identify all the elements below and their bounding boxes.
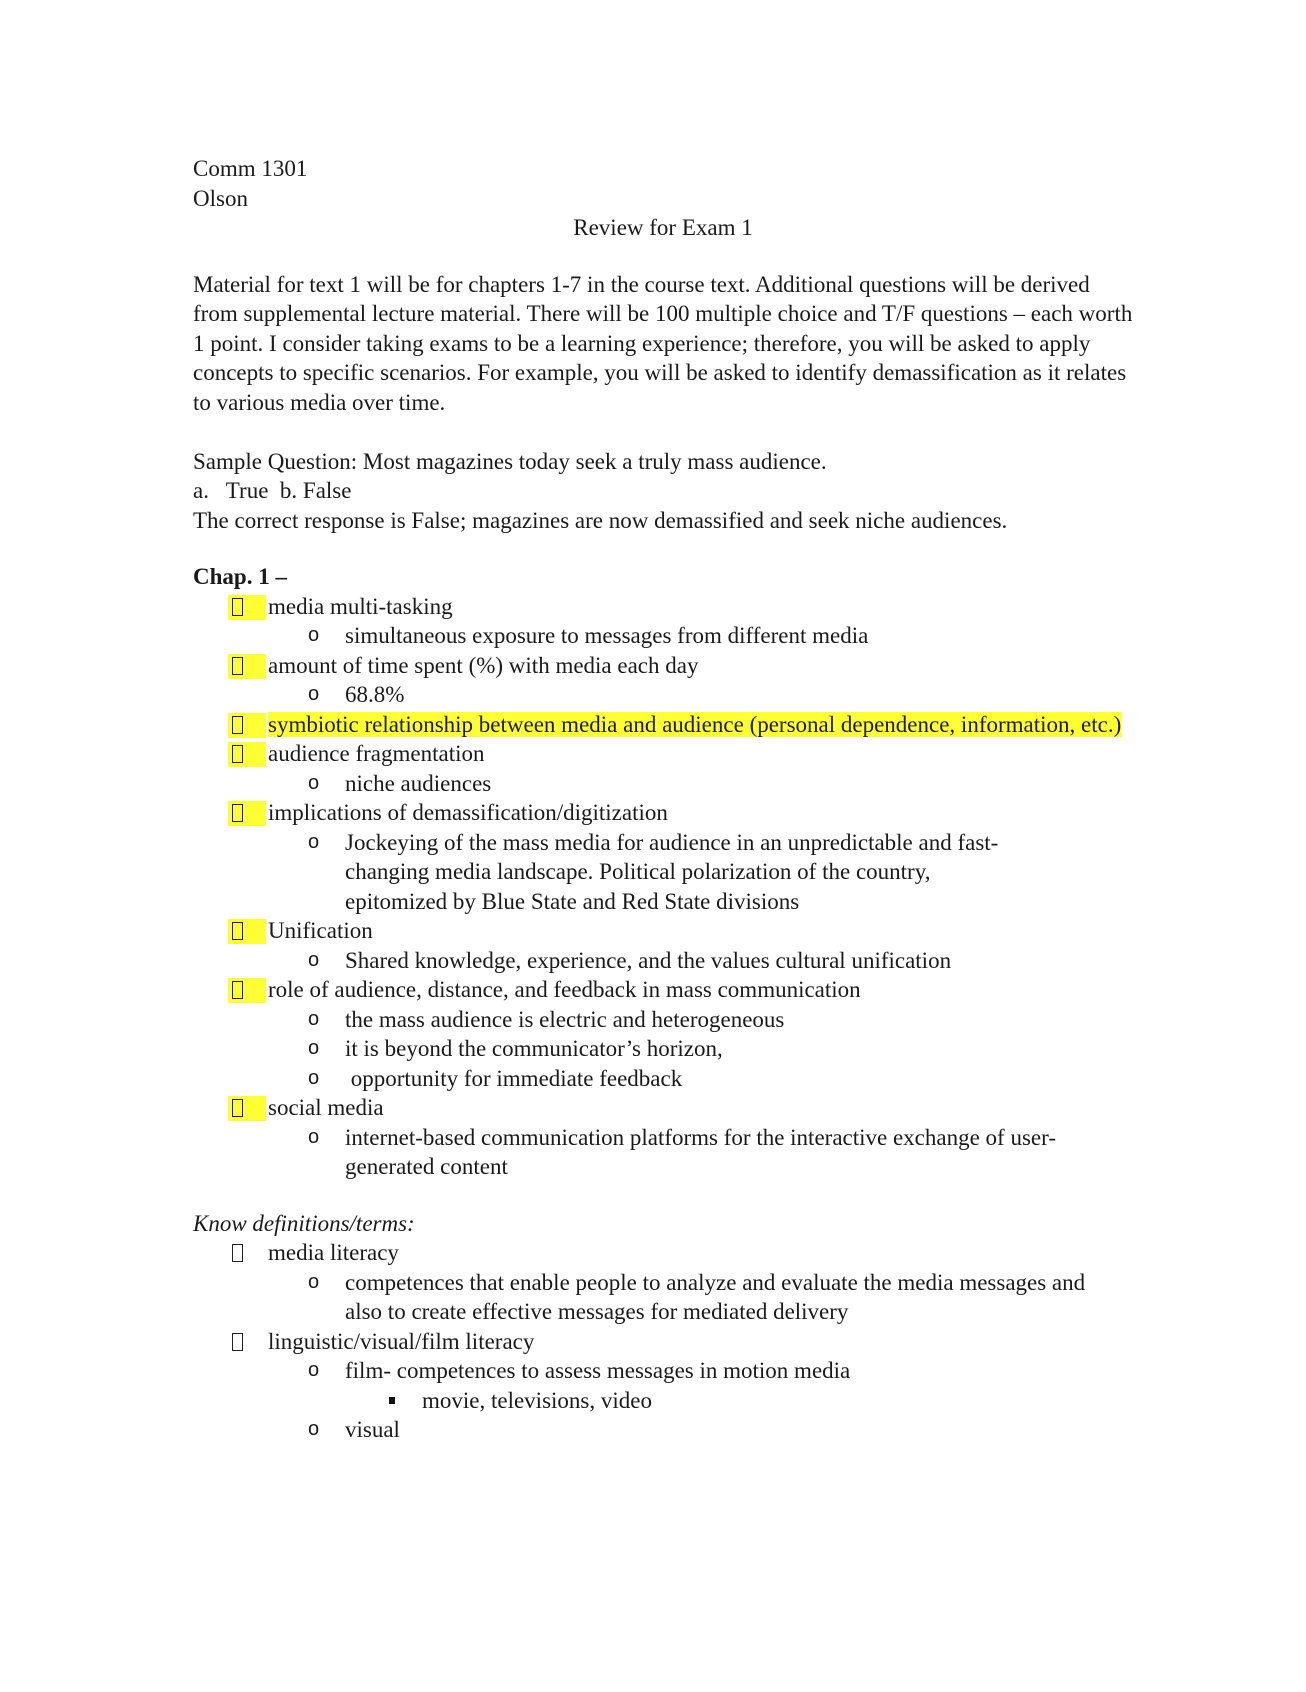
list-item	[268, 592, 1133, 651]
terms-heading: Know definitions/terms:	[193, 1210, 415, 1236]
list-item	[268, 1238, 1133, 1327]
checkbox-bullet-icon	[228, 801, 266, 826]
item-label-highlighted: symbiotic relationship between media and audience (personal dependence, information, etc.)	[268, 711, 1122, 737]
sub-item: o competences that enable people to analyze and evaluate the media messages and also to create effective messages for mediated delivery	[308, 1269, 1086, 1324]
list-item	[268, 739, 1133, 798]
checkbox-bullet-icon	[228, 978, 266, 1003]
checkbox-bullet-icon	[228, 654, 266, 679]
list-item	[268, 916, 1133, 975]
circle-bullet-icon: o	[308, 948, 320, 971]
circle-bullet-icon: o	[308, 683, 320, 705]
list-item	[268, 975, 1133, 1093]
item-label: social media	[268, 1095, 384, 1120]
list-item	[268, 798, 1133, 916]
sub-item: o simultaneous exposure to messages from different media	[345, 621, 1133, 651]
chapter-1-list	[193, 592, 1133, 1182]
checkbox-bullet-icon	[228, 919, 266, 944]
list-item	[268, 710, 1133, 740]
checkbox-bullet-icon	[228, 1241, 266, 1266]
circle-bullet-icon: o	[308, 1125, 320, 1148]
circle-bullet-icon: o	[308, 1418, 320, 1440]
sub-item: o 68.8%	[345, 680, 1133, 710]
document-body	[193, 154, 1133, 1445]
page-title: Review for Exam 1	[573, 215, 753, 240]
instructor-name: Olson	[193, 185, 248, 211]
list-item	[268, 651, 1133, 710]
circle-bullet-icon: o	[308, 771, 320, 794]
item-label: Unification	[268, 918, 373, 943]
item-label: amount of time spent (%) with media each day	[268, 652, 699, 678]
sub-item: o the mass audience is electric and heterogeneous	[345, 1005, 1133, 1035]
circle-bullet-icon: o	[308, 1270, 320, 1293]
circle-bullet-icon: o	[308, 1037, 320, 1059]
sub-item: o internet-based communication platforms for the interactive exchange of user-generated content	[308, 1124, 1056, 1179]
sub-item: o niche audiences	[345, 769, 1133, 799]
checkbox-bullet-icon	[228, 713, 266, 738]
sub-item: o visual	[345, 1415, 1133, 1445]
list-item	[268, 1327, 1133, 1445]
circle-bullet-icon: o	[308, 624, 320, 646]
checkbox-bullet-icon	[228, 595, 266, 620]
sub-item: o film- competences to assess messages in motion media movie, televisions, video	[345, 1356, 1133, 1415]
course-name: Comm 1301	[193, 156, 308, 181]
item-label: audience fragmentation	[268, 741, 485, 766]
item-label: media literacy	[268, 1240, 399, 1265]
sub-item: o Jockeying of the mass media for audience in an unpredictable and fast-changing media landscape. Political polarization of the country, epitomized by Blue State and Red State divisions	[308, 829, 999, 914]
intro-paragraph: Material for text 1 will be for chapters 1-7 in the course text. Additional questions will be derived from supplemental lecture material. There will be 100 multiple choice and T/F questions – each worth 1 point. I consider taking exams to be a learning experience; therefore, you will be asked to apply concepts to specific scenarios. For example, you will be asked to identify demassification as it relates to various media over time.	[193, 271, 1133, 415]
checkbox-bullet-icon	[228, 1330, 266, 1355]
item-label: linguistic/visual/film literacy	[268, 1328, 535, 1354]
item-label: role of audience, distance, and feedback in mass communication	[268, 977, 861, 1002]
item-label: implications of demassification/digitization	[268, 800, 668, 825]
sample-question: Sample Question: Most magazines today seek a truly mass audience.	[193, 448, 827, 474]
circle-bullet-icon: o	[308, 1007, 320, 1030]
checkbox-bullet-icon	[228, 1096, 266, 1121]
sample-answer: The correct response is False; magazines are now demassified and seek niche audiences.	[193, 507, 1008, 533]
sub-sub-item: movie, televisions, video	[422, 1386, 1133, 1416]
item-label: media multi-tasking	[268, 593, 453, 619]
chapter-heading: Chap. 1 –	[193, 564, 287, 589]
sub-item: o it is beyond the communicator’s horizon,	[345, 1034, 1133, 1064]
circle-bullet-icon: o	[308, 830, 320, 853]
checkbox-bullet-icon	[228, 742, 266, 767]
circle-bullet-icon: o	[308, 1066, 320, 1089]
circle-bullet-icon: o	[308, 1359, 320, 1381]
square-bullet-icon	[389, 1397, 395, 1404]
sub-item: o Shared knowledge, experience, and the values cultural unification	[345, 946, 1133, 976]
list-item	[268, 1093, 1133, 1182]
terms-list	[193, 1238, 1133, 1445]
sub-item: o opportunity for immediate feedback	[345, 1064, 1133, 1094]
sample-options: a. True b. False	[193, 478, 352, 503]
